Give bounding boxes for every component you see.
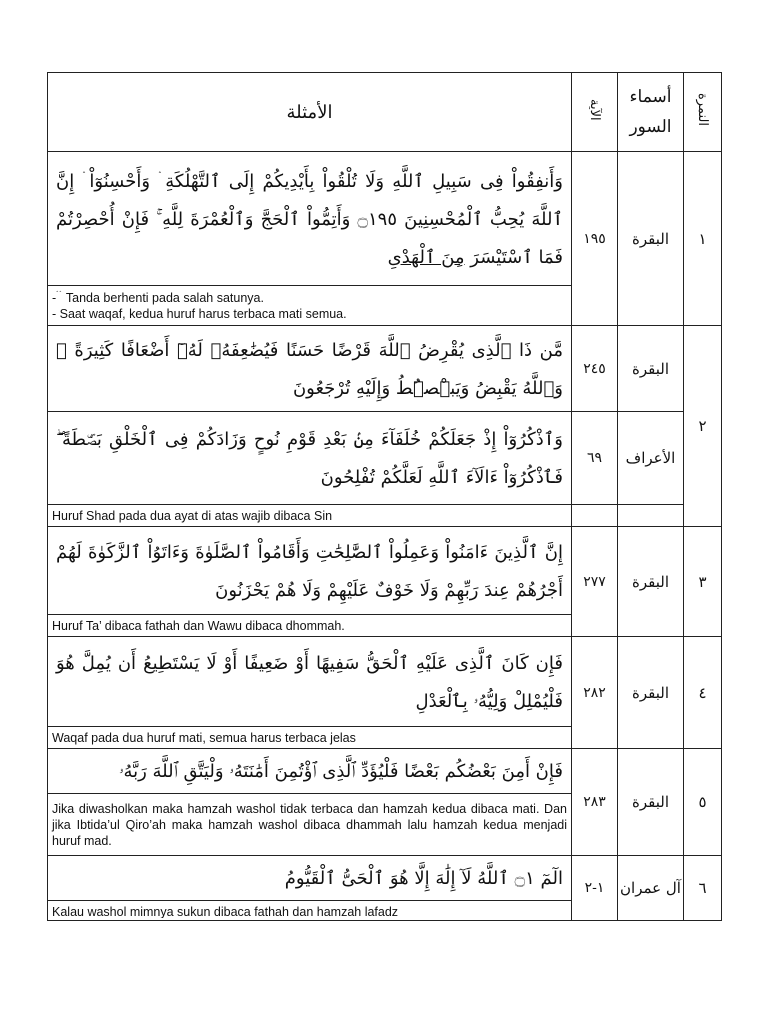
arabic-example: إِنَّ ٱلَّذِينَ ءَامَنُواْ وَعَمِلُواْ ٱلصَّٰلِحَٰتِ وَأَقَامُواْ ٱلصَّلَوٰةَ وَءَاتَوُاْ ٱلزَّكَوٰةَ لَهُمْ أَجْرُهُمْ عِندَ رَبِّهِمْ وَلَا خَوْفٌ عَلَيْهِمْ وَلَا هُمْ يَحْزَنُونَ (48, 527, 572, 615)
row-number: ٣ (684, 527, 722, 637)
table-row (48, 152, 722, 286)
header-number: النمرة (684, 73, 722, 152)
arabic-example: وَأَنفِقُواْ فِى سَبِيلِ ٱللَّهِ وَلَا تُلْقُواْ بِأَيْدِيكُمْ إِلَى ٱلتَّهْلُكَةِ ۛ وَأَحْسِنُوٓاْ ۛ إِنَّ ٱللَّهَ يُحِبُّ ٱلْمُحْسِنِينَ ۝١٩٥ وَأَتِمُّواْ ٱلْحَجَّ وَٱلْعُمْرَةَ لِلَّهِ ۚ فَإِنْ أُحْصِرْتُمْ فَمَا ٱسْتَيْسَرَ مِنَ ٱلْهَدْىِ (48, 152, 572, 286)
header-surah-names: أسماء السور (618, 73, 684, 152)
row-number: ٤ (684, 637, 722, 749)
surah-name: البقرة (618, 527, 684, 637)
ayah-number: ١-٢ (572, 856, 618, 921)
ayah-number: ٦٩ (572, 412, 618, 505)
row-number: ٦ (684, 856, 722, 921)
explanation-note: Huruf Shad pada dua ayat di atas wajib dibaca Sin (48, 505, 572, 527)
row-number: ١ (684, 152, 722, 326)
explanation-note: Kalau washol mimnya sukun dibaca fathah dan hamzah lafadz (48, 901, 572, 921)
surah-name: البقرة (618, 152, 684, 326)
arabic-example: فَإِن كَانَ ٱلَّذِى عَلَيْهِ ٱلْحَقُّ سَفِيهًا أَوْ ضَعِيفًا أَوْ لَا يَسْتَطِيعُ أَن يُمِلَّ هُوَ فَلْيُمْلِلْ وَلِيُّهُۥ بِٱلْعَدْلِ (48, 637, 572, 727)
table-row (48, 326, 722, 412)
explanation-note: - ۛ ۛ Tanda berhenti pada salah satunya. - Saat waqaf, kedua huruf harus terbaca mati semua. (48, 286, 572, 326)
table-row (48, 527, 722, 615)
empty-cell (572, 505, 618, 527)
note-row (48, 505, 722, 527)
ayah-number: ٢٨٣ (572, 749, 618, 856)
empty-cell (618, 505, 684, 527)
arabic-example: مَّن ذَا ٱلَّذِى يُقْرِضُ ٱللَّهَ قَرْضًا حَسَنًا فَيُضَٰعِفَهُۥ لَهُۥٓ أَضْعَافًا كَثِيرَةً ۚ وَٱللَّهُ يَقْبِضُ وَيَبْۜصُۜطُ وَإِلَيْهِ تُرْجَعُونَ (48, 326, 572, 412)
ayah-number: ٢٤٥ (572, 326, 618, 412)
row-number: ٢ (684, 326, 722, 527)
table-row (48, 856, 722, 901)
table-row (48, 749, 722, 794)
explanation-note: Huruf Ta’ dibaca fathah dan Wawu dibaca dhommah. (48, 615, 572, 637)
tajwid-examples-table (47, 72, 722, 921)
row-number: ٥ (684, 749, 722, 856)
header-ayah: الآية (572, 73, 618, 152)
ayah-number: ٢٨٢ (572, 637, 618, 749)
header-row (48, 73, 722, 152)
explanation-note: Jika diwasholkan maka hamzah washol tidak terbaca dan hamzah kedua dibaca mati. Dan jika Ibtida’ul Qiro’ah maka hamzah washol dibaca dhammah lalu hamzah kedua menjadi huruf mad. (48, 794, 572, 856)
ayah-number: ١٩٥ (572, 152, 618, 326)
arabic-example: وَٱذْكُرُوٓاْ إِذْ جَعَلَكُمْ خُلَفَآءَ مِنۢ بَعْدِ قَوْمِ نُوحٍ وَزَادَكُمْ فِى ٱلْخَلْقِ بَصْۜطَةً ۖ فَٱذْكُرُوٓاْ ءَالَآءَ ٱللَّهِ لَعَلَّكُمْ تُفْلِحُونَ (48, 412, 572, 505)
surah-name: البقرة (618, 637, 684, 749)
arabic-example: فَإِنْ أَمِنَ بَعْضُكُم بَعْضًا فَلْيُؤَدِّ ٱلَّذِى ٱؤْتُمِنَ أَمَٰنَتَهُۥ وَلْيَتَّقِ ٱللَّهَ رَبَّهُۥ (48, 749, 572, 794)
surah-name: البقرة (618, 326, 684, 412)
header-examples: الأمثلة (48, 73, 572, 152)
surah-name: آل عمران (618, 856, 684, 921)
table-row (48, 412, 722, 505)
table-row (48, 637, 722, 727)
arabic-example: الٓمٓ ۝١ ٱللَّهُ لَآ إِلَٰهَ إِلَّا هُوَ ٱلْحَىُّ ٱلْقَيُّومُ (48, 856, 572, 901)
surah-name: البقرة (618, 749, 684, 856)
ayah-number: ٢٧٧ (572, 527, 618, 637)
surah-name: الأعراف (618, 412, 684, 505)
explanation-note: Waqaf pada dua huruf mati, semua harus terbaca jelas (48, 727, 572, 749)
underlined-word: مِنَ ٱلْهَدْىِ (387, 246, 465, 268)
